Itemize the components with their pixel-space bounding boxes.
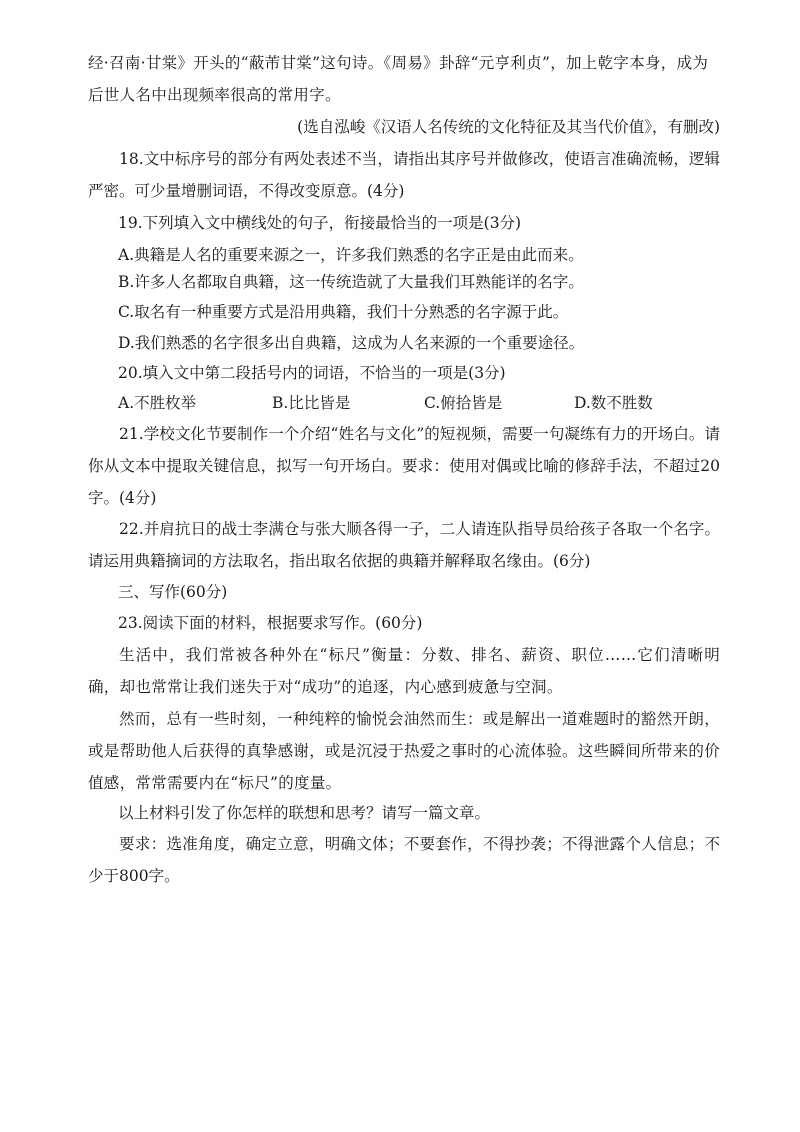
material-paragraph-2: 然而，总有一些时刻，一种纯粹的愉悦会油然而生：或是解出一道难题时的豁然开朗，或是帮助他人后获得的真挚感谢，或是沉浸于热爱之事时的心流体验。这些瞬间所带来的价值感，常常需要内在“标尺”的度量。 <box>88 710 721 792</box>
question-20-option-d: D.数不胜数 <box>574 394 653 412</box>
question-22: 22.并肩抗日的战士李满仓与张大顺各得一子，二人请连队指导员给孩子各取一个名字。请运用典籍摘词的方法取名，指出取名依据的典籍并解释取名缘由。(6分) <box>88 520 720 570</box>
question-19-stem: 19.下列填入文中横线处的句子，衔接最恰当的一项是(3分) <box>118 214 522 232</box>
passage-ending-line2: 后世人名中出现频率很高的常用字。 <box>88 86 341 104</box>
writing-requirements: 要求：选准角度，确定立意，明确文体；不要套作，不得抄袭；不得泄露个人信息；不少于800字。 <box>88 835 720 885</box>
question-19-option-b: B.许多人名都取自典籍，这一传统造就了大量我们耳熟能详的名字。 <box>118 273 584 291</box>
writing-prompt: 以上材料引发了你怎样的联想和思考？请写一篇文章。 <box>118 804 491 822</box>
question-20-option-a: A.不胜枚举 <box>118 394 197 412</box>
question-23-stem: 23.阅读下面的材料，根据要求写作。(60分) <box>118 614 423 632</box>
section-3-heading: 三、写作(60分) <box>118 583 228 601</box>
question-19-option-a: A.典籍是人名的重要来源之一，许多我们熟悉的名字正是由此而来。 <box>118 246 584 264</box>
passage-ending-line1: 经·召南·甘棠》开头的“蔽芾甘棠”这句诗。《周易》卦辞“元亨利贞”，加上乾字本身，成为 <box>88 54 709 72</box>
question-21: 21.学校文化节要制作一个介绍“姓名与文化”的短视频，需要一句凝练有力的开场白。请你从文本中提取关键信息，拟写一句开场白。要求：使用对偶或比喻的修辞手法，不超过20字。(4分) <box>88 425 720 507</box>
question-19-option-c: C.取名有一种重要方式是沿用典籍，我们十分熟悉的名字源于此。 <box>118 303 569 321</box>
passage-source: (选自泓峻《汉语人名传统的文化特征及其当代价值》，有删改) <box>297 118 720 136</box>
question-20-option-b: B.比比皆是 <box>272 394 351 412</box>
question-20-stem: 20.填入文中第二段括号内的词语，不恰当的一项是(3分) <box>118 364 506 382</box>
question-19-option-d: D.我们熟悉的名字很多出自典籍，这成为人名来源的一个重要途径。 <box>118 334 585 352</box>
question-20-option-c: C.俯拾皆是 <box>424 394 503 412</box>
material-paragraph-1: 生活中，我们常被各种外在“标尺”衡量：分数、排名、薪资、职位……它们清晰明确，却也常常让我们迷失于对“成功”的追逐，内心感到疲惫与空洞。 <box>88 646 720 696</box>
question-18: 18.文中标序号的部分有两处表述不当，请指出其序号并做修改，使语言准确流畅，逻辑严密。可少量增删词语，不得改变原意。(4分) <box>88 150 720 200</box>
